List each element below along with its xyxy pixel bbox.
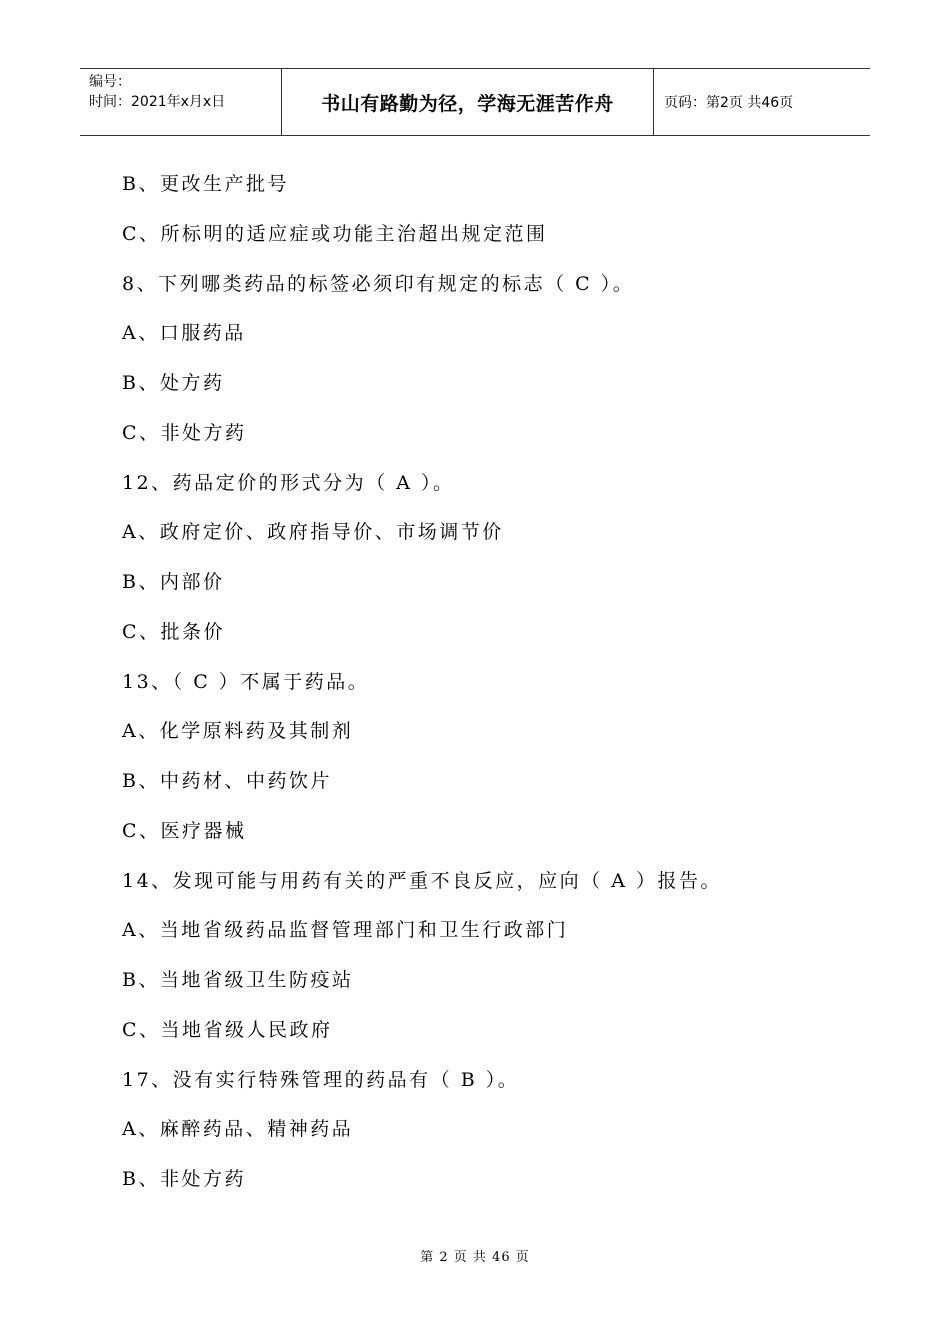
option-line: B、非处方药 bbox=[122, 1168, 246, 1190]
header-motto-cell bbox=[282, 69, 654, 135]
question-line: 8、下列哪类药品的标签必须印有规定的标志（ C ）。 bbox=[122, 272, 635, 295]
question-line: 12、药品定价的形式分为（ A ）。 bbox=[122, 471, 455, 494]
option-line: C、非处方药 bbox=[122, 421, 247, 444]
document-body bbox=[122, 160, 842, 1205]
header-page-cell bbox=[654, 69, 870, 135]
option-line: C、医疗器械 bbox=[122, 819, 247, 842]
option-line: C、批条价 bbox=[122, 620, 226, 643]
option-line: B、处方药 bbox=[122, 372, 225, 394]
document-number-label: 编号： bbox=[89, 74, 131, 90]
option-line: B、内部价 bbox=[122, 571, 225, 593]
question-line: 17、没有实行特殊管理的药品有（ B ）。 bbox=[122, 1068, 520, 1091]
footer-page-number: 第 2 页 共 46 页 bbox=[420, 1250, 530, 1265]
option-line: C、当地省级人民政府 bbox=[122, 1018, 333, 1041]
page-header bbox=[80, 68, 870, 136]
option-line: B、中药材、中药饮片 bbox=[122, 770, 332, 792]
option-line: B、更改生产批号 bbox=[122, 173, 289, 195]
question-line: 13、（ C ）不属于药品。 bbox=[122, 670, 370, 693]
header-motto: 书山有路勤为径，学海无涯苦作舟 bbox=[321, 92, 614, 115]
header-meta-cell bbox=[80, 69, 282, 135]
option-line: A、口服药品 bbox=[122, 322, 246, 345]
option-line: B、当地省级卫生防疫站 bbox=[122, 969, 354, 991]
option-line: A、政府定价、政府指导价、市场调节价 bbox=[122, 521, 504, 544]
option-line: A、麻醉药品、精神药品 bbox=[122, 1118, 354, 1141]
option-line: A、化学原料药及其制剂 bbox=[122, 720, 354, 743]
page-footer bbox=[0, 1246, 950, 1265]
option-line: A、当地省级药品监督管理部门和卫生行政部门 bbox=[122, 919, 569, 942]
option-line: C、所标明的适应症或功能主治超出规定范围 bbox=[122, 222, 548, 245]
document-date-label: 时间：2021年x月x日 bbox=[89, 94, 226, 110]
header-page-info: 页码：第2页 共46页 bbox=[664, 95, 794, 111]
question-line: 14、发现可能与用药有关的严重不良反应，应向（ A ）报告。 bbox=[122, 869, 722, 892]
